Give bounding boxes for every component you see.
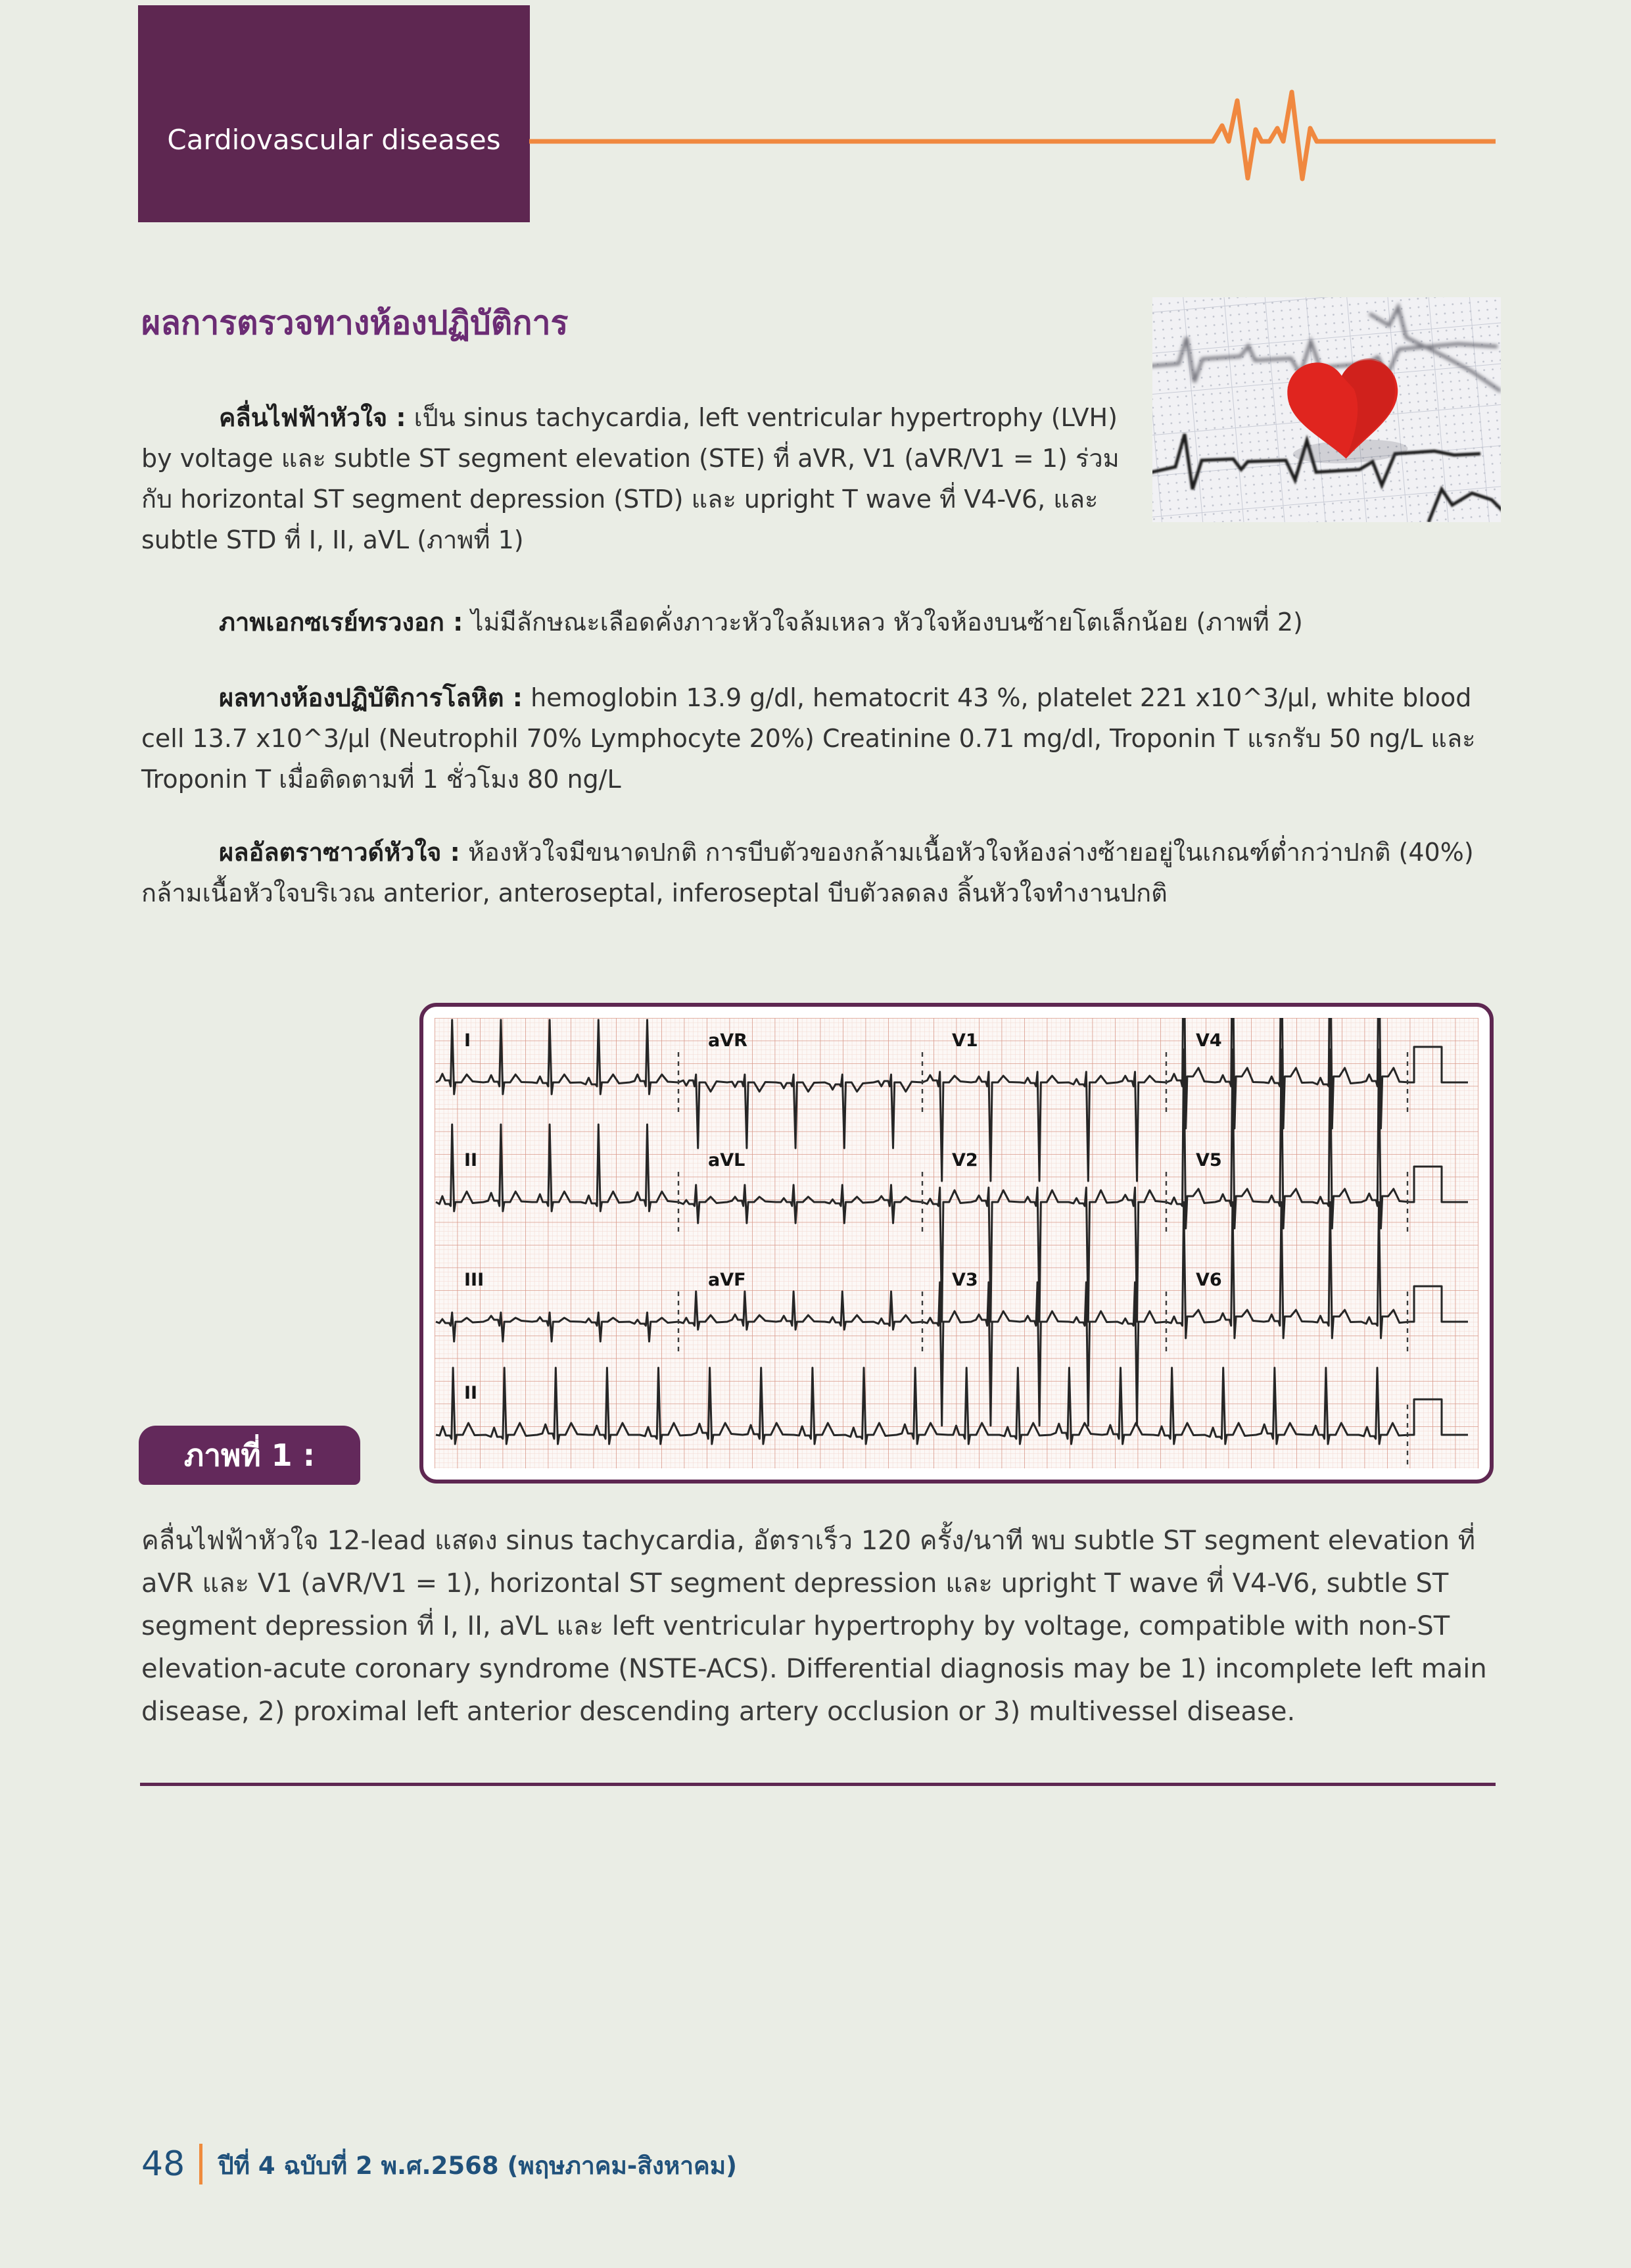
page-number: 48: [141, 2144, 185, 2184]
svg-text:II: II: [464, 1383, 478, 1403]
paragraph-text: เป็น sinus tachycardia, left ventricular hypertrophy (LVH) by voltage และ subtle ST segment elevation (STE) ที่ aVR, V1 (aVR/V1 = 1) ร่วมกับ horizontal ST segment depression (STD) และ upright T wave ที่ V4-V6, และ subtle STD ที่ I, II, aVL (ภาพที่ 1): [141, 403, 1120, 554]
heart-icon: [1286, 356, 1408, 466]
paragraph-blood-lab: [141, 677, 1497, 800]
svg-text:V6: V6: [1196, 1270, 1222, 1290]
figure-label-badge: [139, 1426, 360, 1485]
footer-divider-bar: [199, 2144, 202, 2184]
paragraph-label: ผลทางห้องปฏิบัติการโลหิต :: [219, 683, 523, 712]
figure-12-lead-ecg: [419, 1003, 1494, 1484]
paragraph-label: ภาพเอกซเรย์ทรวงอก :: [219, 608, 463, 637]
heartbeat-line-icon: [529, 76, 1496, 214]
svg-text:aVR: aVR: [708, 1030, 747, 1051]
paragraph-label: ผลอัลตราซาวด์หัวใจ :: [219, 838, 460, 867]
header-box: [138, 5, 530, 222]
svg-text:II: II: [464, 1150, 478, 1170]
svg-text:V5: V5: [1196, 1150, 1222, 1170]
paragraph-text: ไม่มีลักษณะเลือดคั่งภาวะหัวใจล้มเหลว หัวใจห้องบนซ้ายโตเล็กน้อย (ภาพที่ 2): [471, 608, 1303, 637]
figure-label-text: ภาพที่ 1 :: [183, 1437, 316, 1473]
paragraph-label: คลื่นไฟฟ้าหัวใจ :: [219, 403, 406, 432]
svg-text:V2: V2: [952, 1150, 978, 1170]
page-title: Cardiovascular diseases: [167, 124, 501, 156]
paragraph-text: ห้องหัวใจมีขนาดปกติ การบีบตัวของกล้ามเนื้อหัวใจห้องล่างซ้ายอยู่ในเกณฑ์ต่ำกว่าปกติ (40%) กล้ามเนื้อหัวใจบริเวณ anterior, anteroseptal, inferoseptal บีบตัวลดลง ลิ้นหัวใจทำงานปกติ: [141, 838, 1474, 907]
paragraph-echo-result: [141, 832, 1497, 913]
svg-text:aVL: aVL: [708, 1150, 745, 1170]
paragraph-ecg-result: [141, 397, 1121, 560]
ecg-heart-photo: [1152, 297, 1501, 522]
section-heading: ผลการตรวจทางห้องปฏิบัติการ: [141, 304, 569, 342]
page-footer: [141, 2142, 737, 2185]
issue-info: ปีที่ 4 ฉบับที่ 2 พ.ศ.2568 (พฤษภาคม-สิงหาคม): [218, 2152, 738, 2180]
ecg-12-lead-image: [435, 1018, 1478, 1468]
paragraph-text: hemoglobin 13.9 g/dl, hematocrit 43 %, platelet 221 x10^3/μl, white blood cell 13.7 x10^3/μl (Neutrophil 70% Lymphocyte 20%) Creatinine 0.71 mg/dl, Troponin T แรกรับ 50 ng/L และ Troponin T เมื่อติดตามที่ 1 ชั่วโมง 80 ng/L: [141, 683, 1476, 794]
svg-text:V1: V1: [952, 1030, 978, 1051]
svg-text:V3: V3: [952, 1270, 978, 1290]
svg-text:aVF: aVF: [708, 1270, 746, 1290]
divider-rule: [140, 1783, 1496, 1786]
figure-caption: คลื่นไฟฟ้าหัวใจ 12-lead แสดง sinus tachycardia, อัตราเร็ว 120 ครั้ง/นาที พบ subtle ST segment elevation ที่ aVR และ V1 (aVR/V1 = 1), horizontal ST segment depression และ upright T wave ที่ V4-V6, subtle ST segment depression ที่ I, II, aVL และ left ventricular hypertrophy by voltage, compatible with non-ST elevation-acute coronary syndrome (NSTE-ACS). Differential diagnosis may be 1) incomplete left main disease, 2) proximal left anterior descending artery occlusion or 3) multivessel disease.: [141, 1526, 1487, 1727]
svg-text:III: III: [464, 1270, 485, 1290]
paragraph-chest-xray: [141, 602, 1497, 642]
svg-text:V4: V4: [1196, 1030, 1222, 1051]
svg-text:I: I: [464, 1030, 471, 1051]
